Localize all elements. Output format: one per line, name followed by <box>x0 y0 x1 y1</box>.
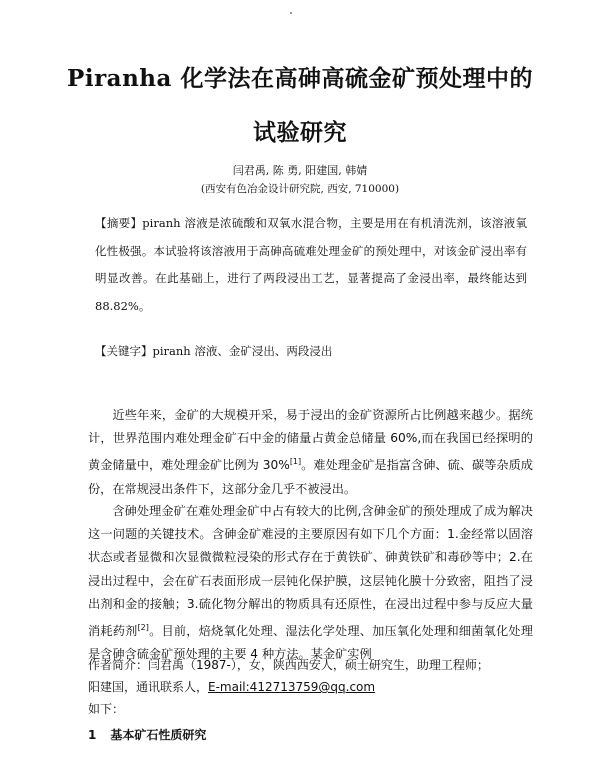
keywords-text: piranh 溶液、金矿浸出、两段浸出 <box>152 344 333 358</box>
author-footnote <box>88 654 538 720</box>
paragraph-2-text-a: 含砷处理金矿在难处理金矿中占有较大的比例,含砷金矿的预处理成了成为解决这一问题的关键技术。含砷金矿难浸的主要原因有如下几个方面：1.金经常以固溶状态或者显微和次显微微粒浸染的形式存在于黄铁矿、砷黄铁矿和毒砂等中；2.在浸出过程中，会在矿石表面形成一层钝化保护膜，这层钝化膜十分致密，阻挡了浸出剂和金的接触；3.硫化物分解出的物质具有还原性，在浸出过程中参与反应大量消耗药剂 <box>88 504 533 639</box>
footnote-line-3: 如下： <box>88 702 125 716</box>
paper-title-line-1: Piranha 化学法在高砷高硫金矿预处理中的 <box>67 65 533 92</box>
paper-title-line-2: 试验研究 <box>253 119 347 146</box>
section-title: 基本矿石性质研究 <box>110 728 207 742</box>
paragraph-1-text-a: 近些年来，金矿的大规模开采，易于浸出的金矿资源所占比例越来越少。据统计，世界范围内难处理金矿石中金的储量占黄金总储量 60%,而在我国已经探明的黄金储量中，难处理金矿比例为 30% <box>88 408 533 473</box>
body-paragraph-1 <box>88 404 533 501</box>
abstract-label: 【摘要】 <box>95 216 143 230</box>
footnote-line-1: 作者简介：闫君禹（1987-），女，陕西西安人，硕士研究生，助理工程师； <box>88 658 489 672</box>
citation-ref-1: [1] <box>289 457 302 467</box>
abstract <box>95 210 527 320</box>
footnote-contact: 阳建国，通讯联系人， <box>88 680 209 694</box>
section-heading <box>88 726 206 743</box>
email-link[interactable]: E-mail:412713759@qq.com <box>208 680 376 694</box>
citation-ref-2: [2] <box>137 623 149 633</box>
keywords <box>95 343 332 359</box>
abstract-text: piranh 溶液是浓硫酸和双氧水混合物，主要是用在有机清洗剂，该溶液氧化性极强。本试验将该溶液用于高砷高硫难处理金矿的预处理中，对该金矿浸出率有明显改善。在此基础上，进行了两段浸出工艺，显著提高了金浸出率，最终能达到 88.82%。 <box>95 216 528 313</box>
paragraph-2-text-b: 。目前，焙烧氧化处理、湿法化学处理、加压氧化处理和细菌氧化处理是含砷含硫金矿预处理的主要 4 种方法。某金矿实例 <box>88 624 534 662</box>
affiliation: (西安有色冶金设计研究院, 西安, 710000) <box>200 183 400 195</box>
section-number: 1 <box>88 728 97 742</box>
footnote-line-2 <box>88 676 538 698</box>
speck-mark <box>290 12 292 14</box>
paragraph-1-text-b: 。难处理金矿是指富含砷、硫、碳等杂质成份，在常规浸出条件下，这部分金几乎不被浸出。 <box>88 458 533 496</box>
body-paragraph-2 <box>88 500 533 666</box>
author-list: 闫君禹, 陈 勇, 阳建国, 韩婧 <box>232 164 368 177</box>
keywords-label: 【关键字】 <box>95 344 153 358</box>
